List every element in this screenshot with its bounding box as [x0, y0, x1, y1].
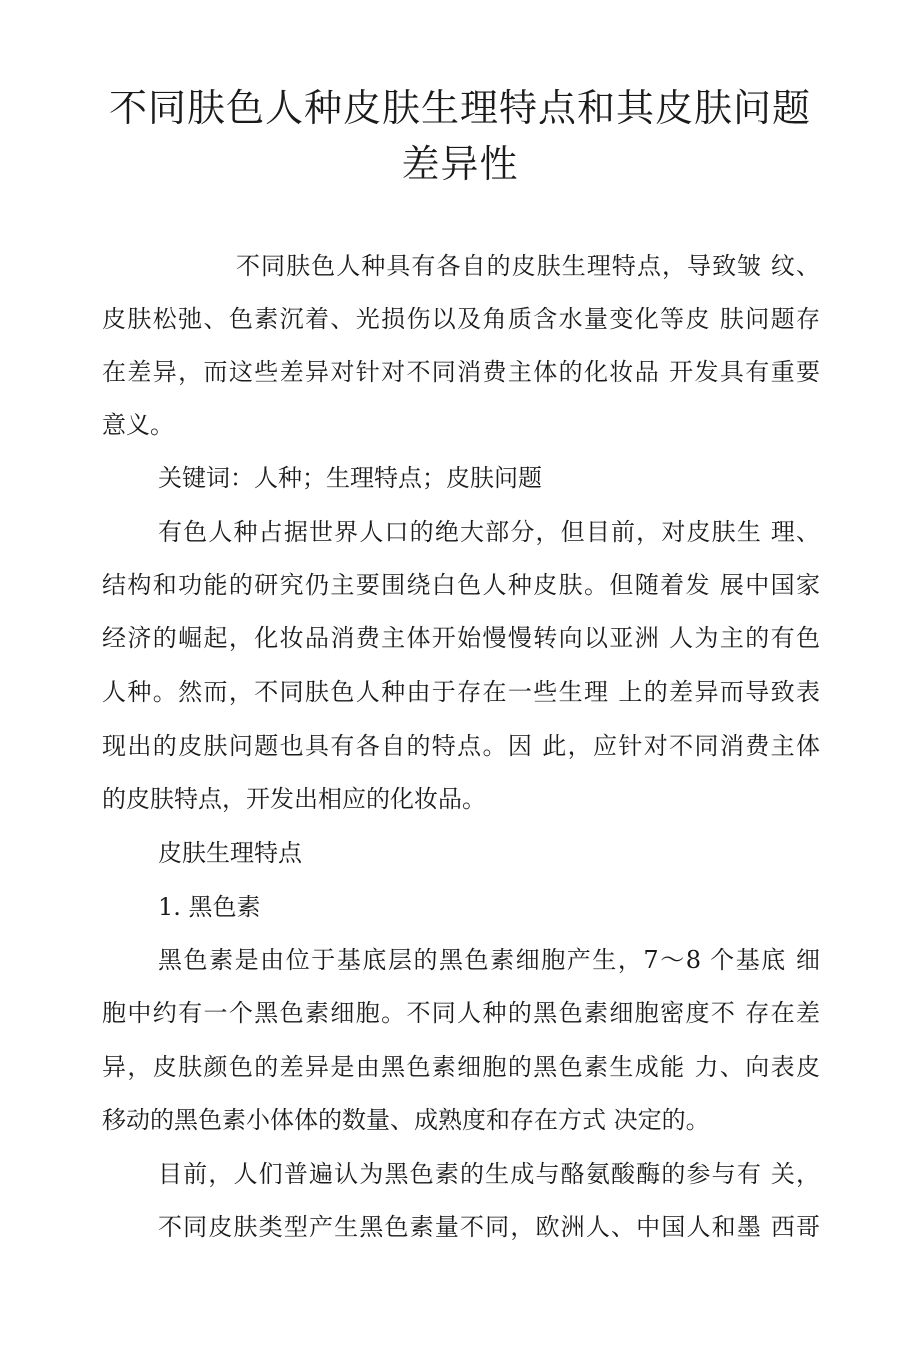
intro-line-5: 现出的皮肤问题也具有各自的特点。因 此，应针对不同消费主体	[102, 732, 820, 760]
abstract-line-3: 在差异，而这些差异对针对不同消费主体的化妆品 开发具有重要	[102, 358, 820, 386]
section-heading: 皮肤生理特点	[158, 839, 302, 867]
keywords-line: 关键词：人种；生理特点；皮肤问题	[158, 464, 542, 492]
title-line-1: 不同肤色人种皮肤生理特点和其皮肤问题	[108, 86, 811, 130]
document-title	[100, 80, 820, 192]
abstract-line-4: 意义。	[102, 411, 174, 439]
tyrosinase-line: 目前，人们普遍认为黑色素的生成与酪氨酸酶的参与有 关，	[158, 1160, 820, 1188]
intro-line-2: 结构和功能的研究仍主要围绕白色人种皮肤。但随着发 展中国家	[102, 571, 820, 599]
title-line-2: 差异性	[401, 142, 519, 186]
melanin-line-2: 胞中约有一个黑色素细胞。不同人种的黑色素细胞密度不 存在差	[102, 999, 820, 1027]
intro-line-1: 有色人种占据世界人口的绝大部分，但目前，对皮肤生 理、	[158, 518, 820, 546]
melanin-line-4: 移动的黑色素小体体的数量、成熟度和存在方式 决定的。	[102, 1106, 710, 1134]
intro-line-6: 的皮肤特点，开发出相应的化妆品。	[102, 785, 486, 813]
skin-type-line: 不同皮肤类型产生黑色素量不同，欧洲人、中国人和墨 西哥	[158, 1213, 820, 1241]
intro-line-3: 经济的崛起，化妆品消费主体开始慢慢转向以亚洲 人为主的有色	[102, 624, 820, 652]
subsection-heading: 1. 黑色素	[158, 893, 261, 921]
melanin-line-3: 异，皮肤颜色的差异是由黑色素细胞的黑色素生成能 力、向表皮	[102, 1053, 820, 1081]
abstract-line-2: 皮肤松弛、色素沉着、光损伤以及角质含水量变化等皮 肤问题存	[102, 305, 820, 333]
abstract-line-1: 不同肤色人种具有各自的皮肤生理特点，导致皱 纹、	[236, 252, 820, 280]
melanin-line-1: 黑色素是由位于基底层的黑色素细胞产生，7～8 个基底 细	[158, 946, 820, 974]
intro-line-4: 人种。然而，不同肤色人种由于存在一些生理 上的差异而导致表	[102, 678, 820, 706]
